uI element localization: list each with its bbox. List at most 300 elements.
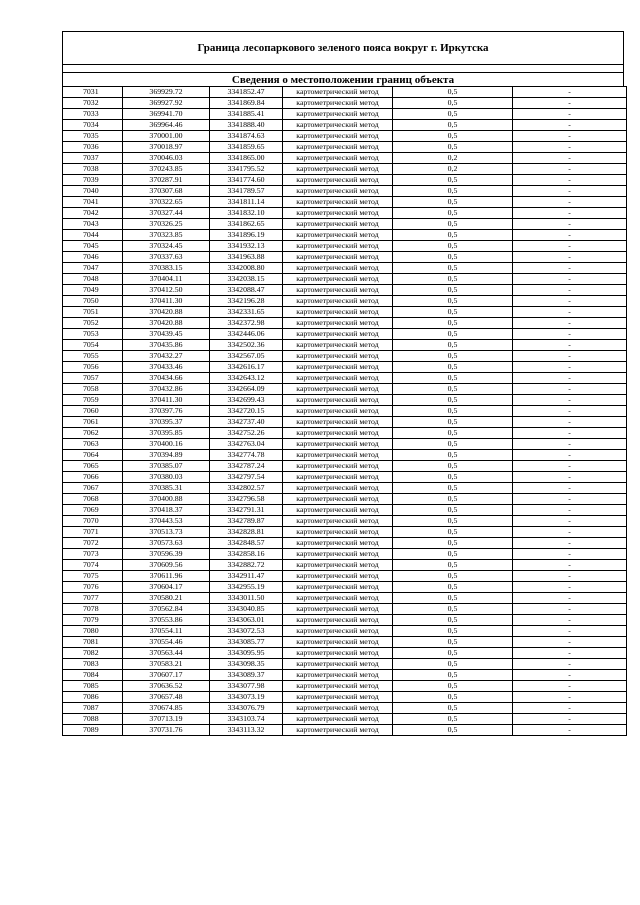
note-cell: - [513, 142, 627, 153]
coordinate-x-cell: 370513.73 [123, 527, 210, 538]
table-row [63, 527, 627, 538]
coordinate-x-cell: 370731.76 [123, 725, 210, 736]
determination-method-cell: картометрический метод [283, 681, 393, 692]
determination-method-cell: картометрический метод [283, 142, 393, 153]
document [62, 31, 624, 736]
table-row [63, 428, 627, 439]
determination-method-cell: картометрический метод [283, 109, 393, 120]
determination-method-cell: картометрический метод [283, 626, 393, 637]
title-spacer [62, 64, 624, 72]
coordinate-y-cell: 3341774.60 [210, 175, 283, 186]
accuracy-cell: 0,5 [393, 626, 513, 637]
table-row [63, 340, 627, 351]
coordinate-x-cell: 370554.46 [123, 637, 210, 648]
table-row [63, 241, 627, 252]
coordinate-y-cell: 3341811.14 [210, 197, 283, 208]
accuracy-cell: 0,5 [393, 241, 513, 252]
table-row [63, 98, 627, 109]
point-number-cell: 7084 [63, 670, 123, 681]
note-cell: - [513, 219, 627, 230]
coordinate-y-cell: 3343089.37 [210, 670, 283, 681]
point-number-cell: 7049 [63, 285, 123, 296]
coordinate-x-cell: 370418.37 [123, 505, 210, 516]
table-row [63, 131, 627, 142]
note-cell: - [513, 318, 627, 329]
coordinate-y-cell: 3342763.04 [210, 439, 283, 450]
note-cell: - [513, 692, 627, 703]
accuracy-cell: 0,5 [393, 703, 513, 714]
determination-method-cell: картометрический метод [283, 549, 393, 560]
coordinate-x-cell: 370324.45 [123, 241, 210, 252]
note-cell: - [513, 428, 627, 439]
table-row [63, 373, 627, 384]
note-cell: - [513, 527, 627, 538]
coordinate-y-cell: 3341852.47 [210, 87, 283, 98]
table-row [63, 582, 627, 593]
coordinate-y-cell: 3343072.53 [210, 626, 283, 637]
note-cell: - [513, 648, 627, 659]
table-row [63, 659, 627, 670]
coordinate-y-cell: 3341869.84 [210, 98, 283, 109]
table-row [63, 472, 627, 483]
coordinate-y-cell: 3341885.41 [210, 109, 283, 120]
determination-method-cell: картометрический метод [283, 428, 393, 439]
point-number-cell: 7062 [63, 428, 123, 439]
accuracy-cell: 0,5 [393, 219, 513, 230]
note-cell: - [513, 681, 627, 692]
point-number-cell: 7045 [63, 241, 123, 252]
accuracy-cell: 0,2 [393, 153, 513, 164]
determination-method-cell: картометрический метод [283, 571, 393, 582]
coordinate-y-cell: 3342802.57 [210, 483, 283, 494]
determination-method-cell: картометрический метод [283, 494, 393, 505]
table-row [63, 164, 627, 175]
coordinate-y-cell: 3341896.19 [210, 230, 283, 241]
coordinate-y-cell: 3342616.17 [210, 362, 283, 373]
coordinate-y-cell: 3341859.65 [210, 142, 283, 153]
coordinate-y-cell: 3343085.77 [210, 637, 283, 648]
table-row [63, 725, 627, 736]
coordinate-y-cell: 3341963.88 [210, 252, 283, 263]
coordinate-y-cell: 3343076.79 [210, 703, 283, 714]
coordinate-x-cell: 370400.16 [123, 439, 210, 450]
determination-method-cell: картометрический метод [283, 175, 393, 186]
table-row [63, 153, 627, 164]
note-cell: - [513, 725, 627, 736]
point-number-cell: 7075 [63, 571, 123, 582]
accuracy-cell: 0,5 [393, 274, 513, 285]
table-row [63, 681, 627, 692]
coordinate-y-cell: 3343063.01 [210, 615, 283, 626]
note-cell: - [513, 494, 627, 505]
coordinate-x-cell: 369964.46 [123, 120, 210, 131]
point-number-cell: 7060 [63, 406, 123, 417]
determination-method-cell: картометрический метод [283, 373, 393, 384]
note-cell: - [513, 87, 627, 98]
coordinate-x-cell: 370657.48 [123, 692, 210, 703]
coordinate-y-cell: 3342720.15 [210, 406, 283, 417]
coordinate-y-cell: 3341874.63 [210, 131, 283, 142]
determination-method-cell: картометрический метод [283, 153, 393, 164]
accuracy-cell: 0,5 [393, 538, 513, 549]
determination-method-cell: картометрический метод [283, 362, 393, 373]
table-row [63, 263, 627, 274]
accuracy-cell: 0,5 [393, 637, 513, 648]
note-cell: - [513, 406, 627, 417]
point-number-cell: 7032 [63, 98, 123, 109]
point-number-cell: 7080 [63, 626, 123, 637]
point-number-cell: 7041 [63, 197, 123, 208]
table-row [63, 252, 627, 263]
note-cell: - [513, 373, 627, 384]
note-cell: - [513, 714, 627, 725]
coordinate-y-cell: 3342858.16 [210, 549, 283, 560]
coordinate-x-cell: 370596.39 [123, 549, 210, 560]
note-cell: - [513, 252, 627, 263]
accuracy-cell: 0,5 [393, 98, 513, 109]
coordinate-y-cell: 3343011.50 [210, 593, 283, 604]
point-number-cell: 7064 [63, 450, 123, 461]
point-number-cell: 7065 [63, 461, 123, 472]
table-row [63, 296, 627, 307]
coordinate-x-cell: 370443.53 [123, 516, 210, 527]
note-cell: - [513, 615, 627, 626]
determination-method-cell: картометрический метод [283, 527, 393, 538]
note-cell: - [513, 604, 627, 615]
note-cell: - [513, 263, 627, 274]
coordinates-table [62, 86, 627, 736]
table-row [63, 318, 627, 329]
point-number-cell: 7043 [63, 219, 123, 230]
accuracy-cell: 0,5 [393, 120, 513, 131]
point-number-cell: 7048 [63, 274, 123, 285]
table-row [63, 406, 627, 417]
coordinate-x-cell: 370432.86 [123, 384, 210, 395]
coordinate-x-cell: 370604.17 [123, 582, 210, 593]
determination-method-cell: картометрический метод [283, 208, 393, 219]
point-number-cell: 7034 [63, 120, 123, 131]
note-cell: - [513, 362, 627, 373]
note-cell: - [513, 109, 627, 120]
coordinate-x-cell: 370432.27 [123, 351, 210, 362]
coordinate-x-cell: 370395.85 [123, 428, 210, 439]
point-number-cell: 7067 [63, 483, 123, 494]
point-number-cell: 7061 [63, 417, 123, 428]
point-number-cell: 7077 [63, 593, 123, 604]
table-row [63, 450, 627, 461]
coordinate-y-cell: 3342331.65 [210, 307, 283, 318]
point-number-cell: 7057 [63, 373, 123, 384]
note-cell: - [513, 582, 627, 593]
table-row [63, 219, 627, 230]
coordinate-x-cell: 370609.56 [123, 560, 210, 571]
coordinate-y-cell: 3343113.32 [210, 725, 283, 736]
coordinate-y-cell: 3342643.12 [210, 373, 283, 384]
point-number-cell: 7031 [63, 87, 123, 98]
table-row [63, 87, 627, 98]
accuracy-cell: 0,5 [393, 109, 513, 120]
coordinate-x-cell: 370434.66 [123, 373, 210, 384]
point-number-cell: 7082 [63, 648, 123, 659]
point-number-cell: 7085 [63, 681, 123, 692]
coordinate-x-cell: 370307.68 [123, 186, 210, 197]
coordinate-y-cell: 3342008.80 [210, 263, 283, 274]
coordinate-y-cell: 3343077.98 [210, 681, 283, 692]
determination-method-cell: картометрический метод [283, 692, 393, 703]
accuracy-cell: 0,5 [393, 472, 513, 483]
coordinate-x-cell: 370439.45 [123, 329, 210, 340]
table-row [63, 670, 627, 681]
determination-method-cell: картометрический метод [283, 131, 393, 142]
accuracy-cell: 0,5 [393, 571, 513, 582]
coordinate-y-cell: 3342088.47 [210, 285, 283, 296]
coordinate-x-cell: 370435.86 [123, 340, 210, 351]
point-number-cell: 7072 [63, 538, 123, 549]
table-row [63, 142, 627, 153]
coordinate-y-cell: 3342567.05 [210, 351, 283, 362]
point-number-cell: 7046 [63, 252, 123, 263]
coordinate-x-cell: 370322.65 [123, 197, 210, 208]
note-cell: - [513, 703, 627, 714]
determination-method-cell: картометрический метод [283, 406, 393, 417]
accuracy-cell: 0,5 [393, 494, 513, 505]
coordinate-x-cell: 370580.21 [123, 593, 210, 604]
coordinate-x-cell: 369927.92 [123, 98, 210, 109]
note-cell: - [513, 384, 627, 395]
note-cell: - [513, 98, 627, 109]
accuracy-cell: 0,5 [393, 395, 513, 406]
determination-method-cell: картометрический метод [283, 219, 393, 230]
section-heading: Сведения о местоположении границ объекта [62, 72, 624, 86]
coordinate-y-cell: 3342664.09 [210, 384, 283, 395]
table-row [63, 307, 627, 318]
accuracy-cell: 0,5 [393, 351, 513, 362]
coordinate-x-cell: 370563.44 [123, 648, 210, 659]
determination-method-cell: картометрический метод [283, 285, 393, 296]
coordinate-y-cell: 3342196.28 [210, 296, 283, 307]
accuracy-cell: 0,5 [393, 252, 513, 263]
coordinate-y-cell: 3342796.58 [210, 494, 283, 505]
coordinate-x-cell: 370383.15 [123, 263, 210, 274]
note-cell: - [513, 439, 627, 450]
coordinate-x-cell: 370385.31 [123, 483, 210, 494]
accuracy-cell: 0,5 [393, 87, 513, 98]
determination-method-cell: картометрический метод [283, 450, 393, 461]
coordinate-y-cell: 3342446.06 [210, 329, 283, 340]
determination-method-cell: картометрический метод [283, 670, 393, 681]
determination-method-cell: картометрический метод [283, 395, 393, 406]
coordinate-x-cell: 370018.97 [123, 142, 210, 153]
coordinate-x-cell: 370674.85 [123, 703, 210, 714]
determination-method-cell: картометрический метод [283, 263, 393, 274]
determination-method-cell: картометрический метод [283, 186, 393, 197]
determination-method-cell: картометрический метод [283, 472, 393, 483]
coordinate-y-cell: 3342787.24 [210, 461, 283, 472]
coordinate-x-cell: 370573.63 [123, 538, 210, 549]
coordinate-x-cell: 370713.19 [123, 714, 210, 725]
coordinate-y-cell: 3343103.74 [210, 714, 283, 725]
accuracy-cell: 0,5 [393, 439, 513, 450]
table-row [63, 351, 627, 362]
coordinate-x-cell: 370554.11 [123, 626, 210, 637]
note-cell: - [513, 131, 627, 142]
coordinate-y-cell: 3342955.19 [210, 582, 283, 593]
table-row [63, 692, 627, 703]
determination-method-cell: картометрический метод [283, 252, 393, 263]
determination-method-cell: картометрический метод [283, 703, 393, 714]
table-row [63, 395, 627, 406]
coordinate-y-cell: 3343098.35 [210, 659, 283, 670]
table-row [63, 637, 627, 648]
determination-method-cell: картометрический метод [283, 637, 393, 648]
note-cell: - [513, 285, 627, 296]
note-cell: - [513, 164, 627, 175]
point-number-cell: 7047 [63, 263, 123, 274]
coordinate-x-cell: 370243.85 [123, 164, 210, 175]
determination-method-cell: картометрический метод [283, 120, 393, 131]
coordinate-y-cell: 3342828.81 [210, 527, 283, 538]
point-number-cell: 7039 [63, 175, 123, 186]
table-row [63, 538, 627, 549]
note-cell: - [513, 395, 627, 406]
point-number-cell: 7052 [63, 318, 123, 329]
table-row [63, 626, 627, 637]
point-number-cell: 7040 [63, 186, 123, 197]
coordinate-x-cell: 370337.63 [123, 252, 210, 263]
coordinate-x-cell: 370287.91 [123, 175, 210, 186]
determination-method-cell: картометрический метод [283, 648, 393, 659]
point-number-cell: 7076 [63, 582, 123, 593]
coordinate-y-cell: 3342774.78 [210, 450, 283, 461]
point-number-cell: 7088 [63, 714, 123, 725]
determination-method-cell: картометрический метод [283, 307, 393, 318]
table-row [63, 560, 627, 571]
coordinate-x-cell: 370385.07 [123, 461, 210, 472]
table-row [63, 483, 627, 494]
point-number-cell: 7073 [63, 549, 123, 560]
point-number-cell: 7079 [63, 615, 123, 626]
accuracy-cell: 0,2 [393, 164, 513, 175]
accuracy-cell: 0,5 [393, 186, 513, 197]
note-cell: - [513, 659, 627, 670]
note-cell: - [513, 670, 627, 681]
coordinate-y-cell: 3341888.40 [210, 120, 283, 131]
point-number-cell: 7033 [63, 109, 123, 120]
coordinate-y-cell: 3341862.65 [210, 219, 283, 230]
coordinate-y-cell: 3341832.10 [210, 208, 283, 219]
accuracy-cell: 0,5 [393, 714, 513, 725]
note-cell: - [513, 483, 627, 494]
point-number-cell: 7051 [63, 307, 123, 318]
table-row [63, 362, 627, 373]
table-row [63, 505, 627, 516]
point-number-cell: 7037 [63, 153, 123, 164]
accuracy-cell: 0,5 [393, 505, 513, 516]
table-row [63, 175, 627, 186]
coordinate-x-cell: 370583.21 [123, 659, 210, 670]
determination-method-cell: картометрический метод [283, 417, 393, 428]
coordinate-x-cell: 370562.84 [123, 604, 210, 615]
table-row [63, 703, 627, 714]
coordinate-x-cell: 369929.72 [123, 87, 210, 98]
note-cell: - [513, 208, 627, 219]
table-row [63, 648, 627, 659]
accuracy-cell: 0,5 [393, 461, 513, 472]
table-row [63, 549, 627, 560]
accuracy-cell: 0,5 [393, 296, 513, 307]
coordinate-y-cell: 3342791.31 [210, 505, 283, 516]
coordinate-y-cell: 3343040.85 [210, 604, 283, 615]
note-cell: - [513, 549, 627, 560]
note-cell: - [513, 307, 627, 318]
coordinate-y-cell: 3342882.72 [210, 560, 283, 571]
coordinate-y-cell: 3342372.98 [210, 318, 283, 329]
accuracy-cell: 0,5 [393, 373, 513, 384]
point-number-cell: 7086 [63, 692, 123, 703]
determination-method-cell: картометрический метод [283, 714, 393, 725]
accuracy-cell: 0,5 [393, 318, 513, 329]
coordinate-y-cell: 3342699.43 [210, 395, 283, 406]
coordinate-x-cell: 370397.76 [123, 406, 210, 417]
determination-method-cell: картометрический метод [283, 659, 393, 670]
note-cell: - [513, 593, 627, 604]
coordinate-x-cell: 370553.86 [123, 615, 210, 626]
point-number-cell: 7056 [63, 362, 123, 373]
accuracy-cell: 0,5 [393, 659, 513, 670]
point-number-cell: 7053 [63, 329, 123, 340]
coordinate-x-cell: 370636.52 [123, 681, 210, 692]
determination-method-cell: картометрический метод [283, 197, 393, 208]
determination-method-cell: картометрический метод [283, 230, 393, 241]
point-number-cell: 7054 [63, 340, 123, 351]
note-cell: - [513, 120, 627, 131]
determination-method-cell: картометрический метод [283, 604, 393, 615]
table-row [63, 329, 627, 340]
point-number-cell: 7063 [63, 439, 123, 450]
document-title: Граница лесопаркового зеленого пояса вокруг г. Иркутска [62, 31, 624, 64]
point-number-cell: 7058 [63, 384, 123, 395]
point-number-cell: 7035 [63, 131, 123, 142]
coordinate-y-cell: 3341932.13 [210, 241, 283, 252]
point-number-cell: 7078 [63, 604, 123, 615]
note-cell: - [513, 329, 627, 340]
coordinate-x-cell: 370433.46 [123, 362, 210, 373]
accuracy-cell: 0,5 [393, 615, 513, 626]
note-cell: - [513, 560, 627, 571]
determination-method-cell: картометрический метод [283, 164, 393, 175]
point-number-cell: 7089 [63, 725, 123, 736]
determination-method-cell: картометрический метод [283, 461, 393, 472]
coordinate-x-cell: 370327.44 [123, 208, 210, 219]
point-number-cell: 7069 [63, 505, 123, 516]
determination-method-cell: картометрический метод [283, 593, 393, 604]
coordinate-x-cell: 370420.88 [123, 318, 210, 329]
note-cell: - [513, 417, 627, 428]
coordinates-table-body [63, 87, 627, 736]
note-cell: - [513, 637, 627, 648]
note-cell: - [513, 274, 627, 285]
accuracy-cell: 0,5 [393, 604, 513, 615]
table-row [63, 197, 627, 208]
point-number-cell: 7055 [63, 351, 123, 362]
accuracy-cell: 0,5 [393, 527, 513, 538]
accuracy-cell: 0,5 [393, 131, 513, 142]
determination-method-cell: картометрический метод [283, 384, 393, 395]
accuracy-cell: 0,5 [393, 648, 513, 659]
determination-method-cell: картометрический метод [283, 318, 393, 329]
accuracy-cell: 0,5 [393, 670, 513, 681]
note-cell: - [513, 450, 627, 461]
